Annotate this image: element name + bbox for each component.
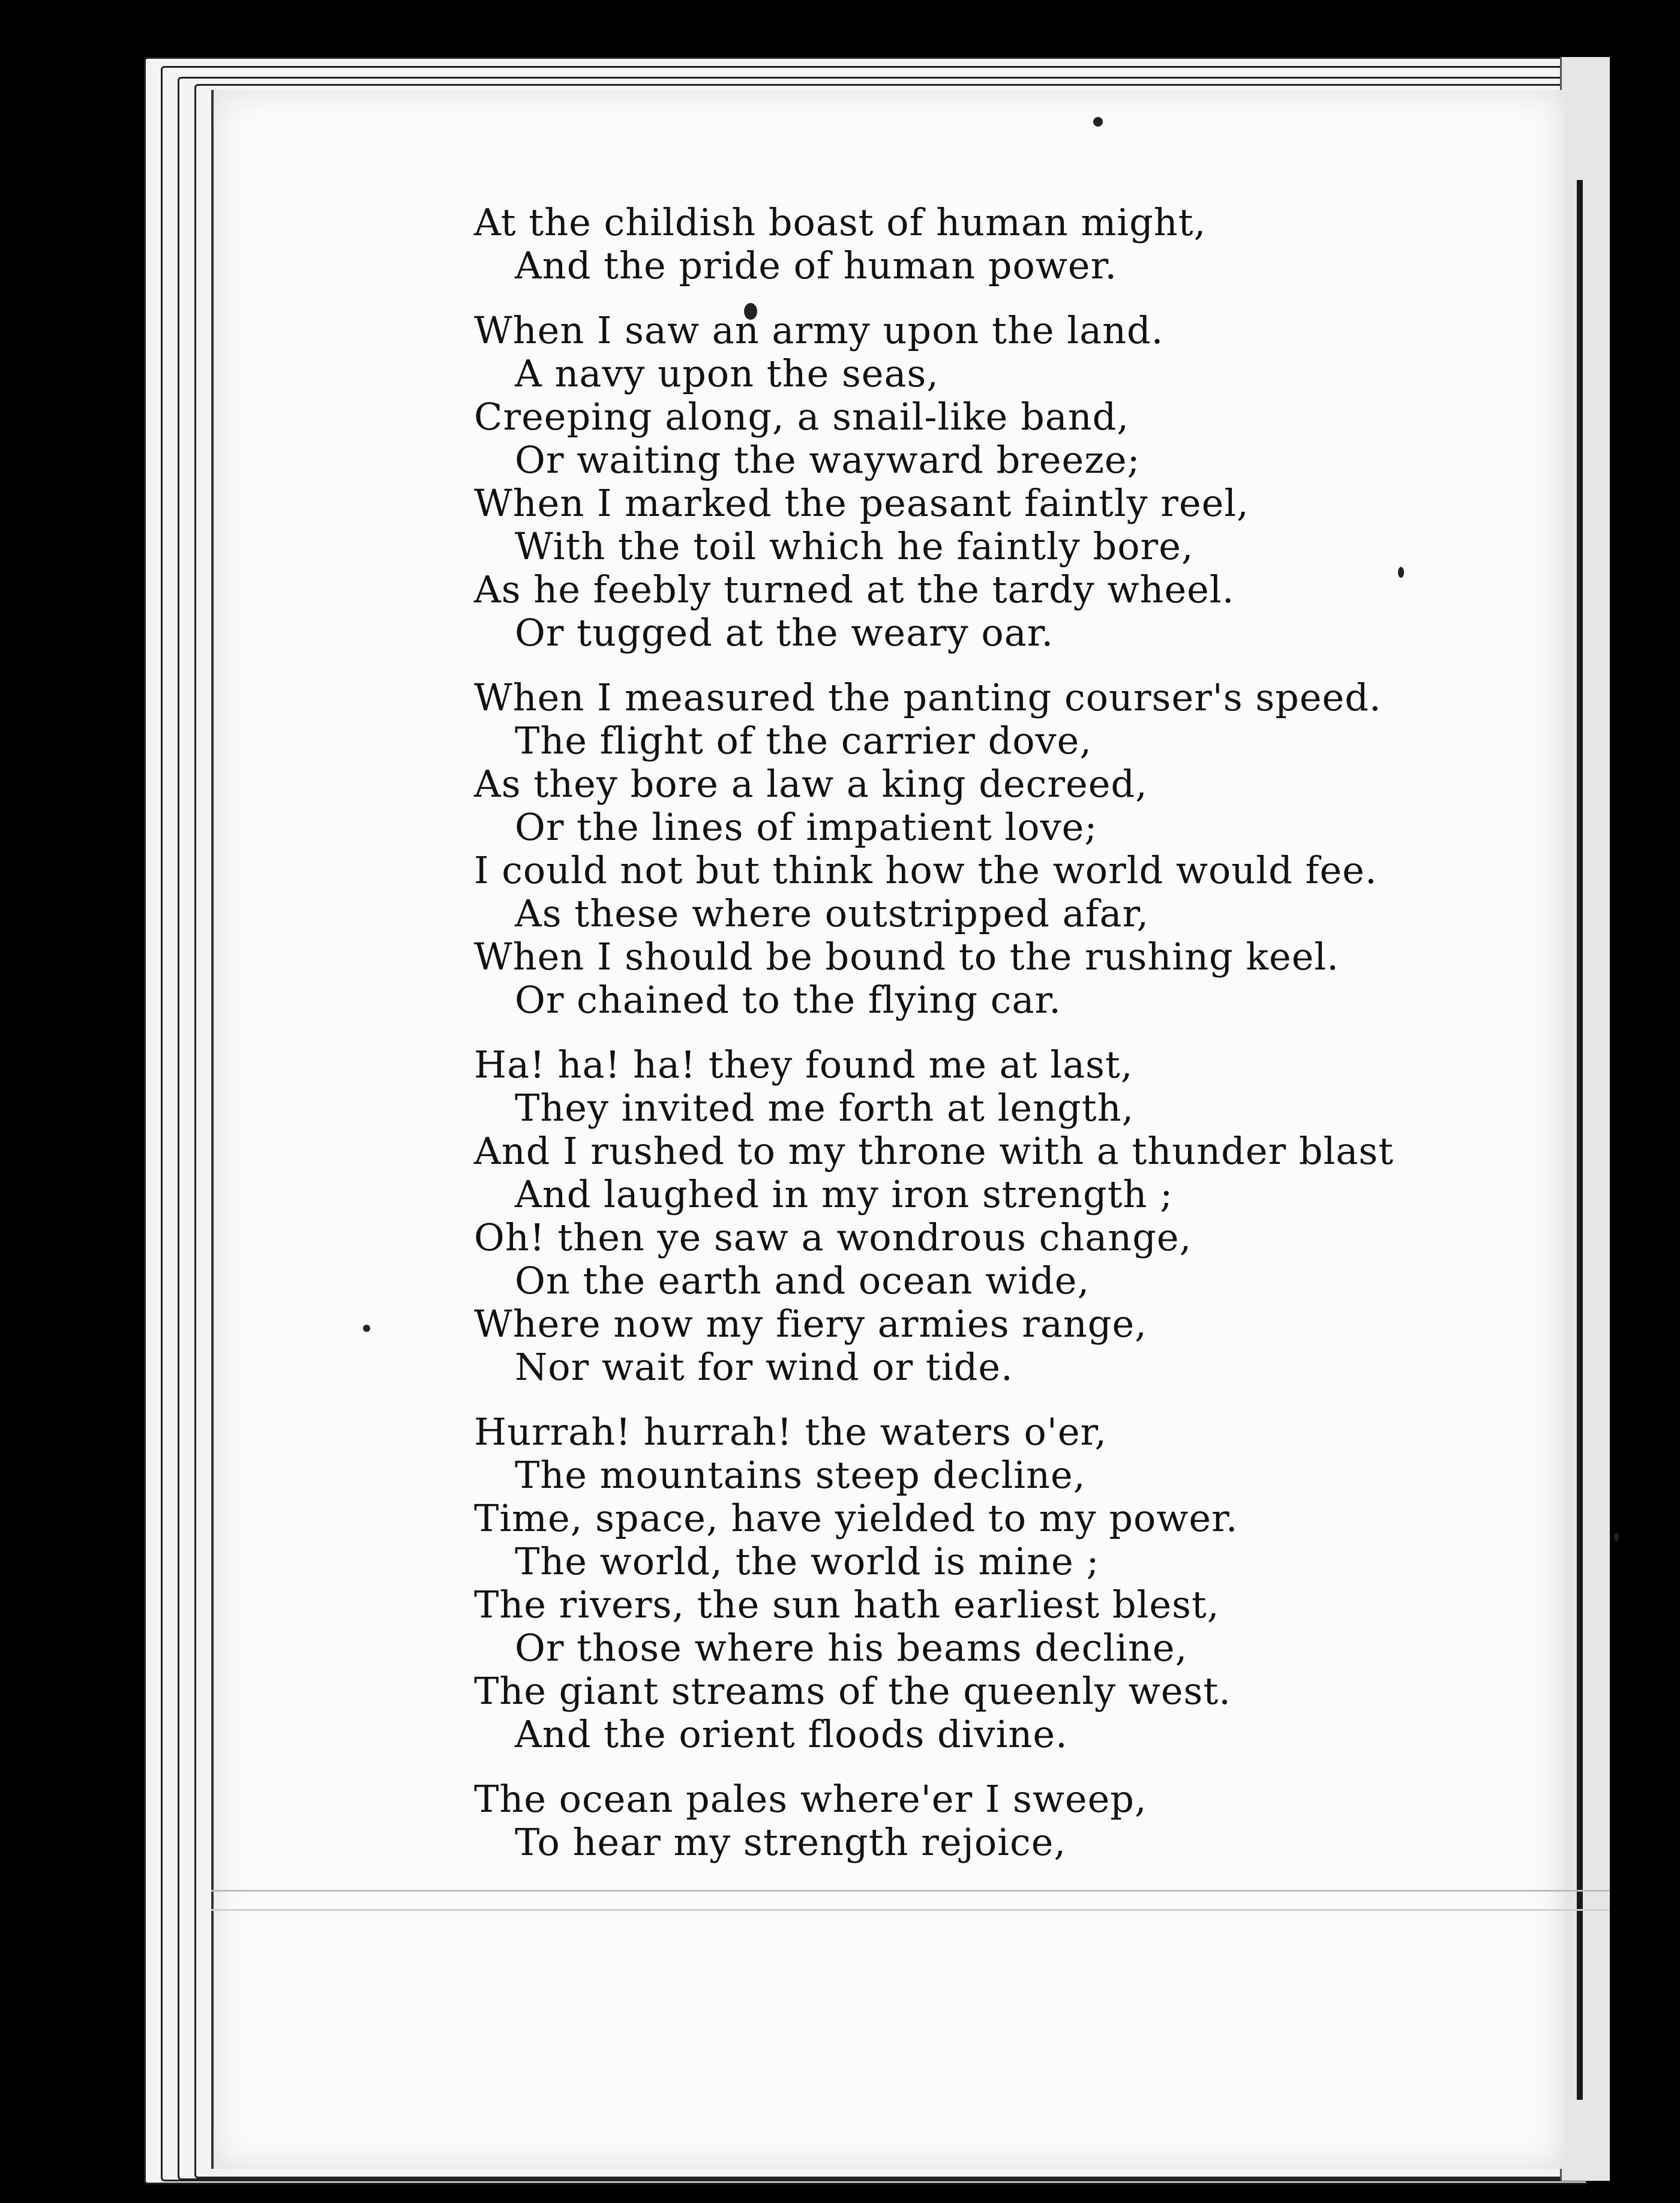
poem-line: Ha! ha! ha! they found me at last, [474, 1043, 1133, 1087]
poem-line: On the earth and ocean wide, [515, 1259, 1090, 1302]
poem-line: Or waiting the wayward breeze; [515, 438, 1141, 482]
poem-line: The rivers, the sun hath earliest blest, [474, 1583, 1220, 1626]
stanza [474, 1043, 1410, 1389]
poem-line: As he feebly turned at the tardy wheel. [474, 568, 1235, 611]
stanza [474, 676, 1410, 1022]
poem-text [474, 201, 1410, 1886]
stanza [474, 1410, 1410, 1756]
poem-line: And I rushed to my throne with a thunder blast [474, 1129, 1394, 1173]
poem-line: Creeping along, a snail-like band, [474, 395, 1130, 439]
ink-speck [363, 1325, 370, 1332]
stanza [474, 309, 1410, 655]
gutter-line [1577, 180, 1583, 2100]
poem-line: Time, space, have yielded to my power. [474, 1496, 1238, 1540]
poem-line: And the orient floods divine. [515, 1712, 1068, 1756]
poem-line: Oh! then ye saw a wondrous change, [474, 1215, 1192, 1259]
poem-line: When I measured the panting courser's speed. [474, 676, 1382, 719]
poem-line: With the toil which he faintly bore, [515, 524, 1194, 568]
poem-line: When I saw an army upon the land. [474, 308, 1164, 352]
binding-strip [1560, 57, 1610, 2181]
page-rule [211, 1890, 1609, 1892]
ink-speck [1093, 117, 1103, 127]
poem-line: Or those where his beams decline, [515, 1626, 1188, 1670]
poem-line: To hear my strength rejoice, [515, 1820, 1067, 1864]
poem-line: Or chained to the flying car. [515, 978, 1062, 1022]
poem-line: I could not but think how the world would fee. [474, 848, 1378, 892]
poem-line: And laughed in my iron strength ; [515, 1172, 1174, 1216]
poem-line: Hurrah! hurrah! the waters o'er, [474, 1410, 1108, 1454]
page-rule [211, 1909, 1609, 1911]
poem-line: As these where outstripped afar, [515, 892, 1150, 935]
poem-line: When I marked the peasant faintly reel, [474, 481, 1249, 525]
ink-speck [1614, 1533, 1619, 1541]
stanza [474, 1778, 1410, 1864]
poem-line: At the childish boast of human might, [474, 200, 1207, 244]
poem-line: The world, the world is mine ; [515, 1539, 1100, 1583]
poem-line: The mountains steep decline, [515, 1453, 1086, 1497]
poem-line: Or tugged at the weary oar. [515, 611, 1054, 655]
poem-line: Where now my fiery armies range, [474, 1302, 1147, 1346]
poem-line: Or the lines of impatient love; [515, 805, 1098, 849]
poem-line: The giant streams of the queenly west. [474, 1669, 1231, 1713]
poem-line: The ocean pales where'er I sweep, [474, 1777, 1147, 1821]
poem-line: A navy upon the seas, [515, 352, 939, 395]
poem-line: They invited me forth at length, [515, 1086, 1135, 1130]
poem-line: Nor wait for wind or tide. [515, 1345, 1013, 1389]
poem-line: And the pride of human power. [515, 244, 1118, 287]
poem-line: When I should be bound to the rushing keel. [474, 935, 1339, 979]
poem-line: The flight of the carrier dove, [515, 719, 1093, 763]
poem-line: As they bore a law a king decreed, [474, 762, 1148, 806]
stanza [474, 201, 1410, 287]
